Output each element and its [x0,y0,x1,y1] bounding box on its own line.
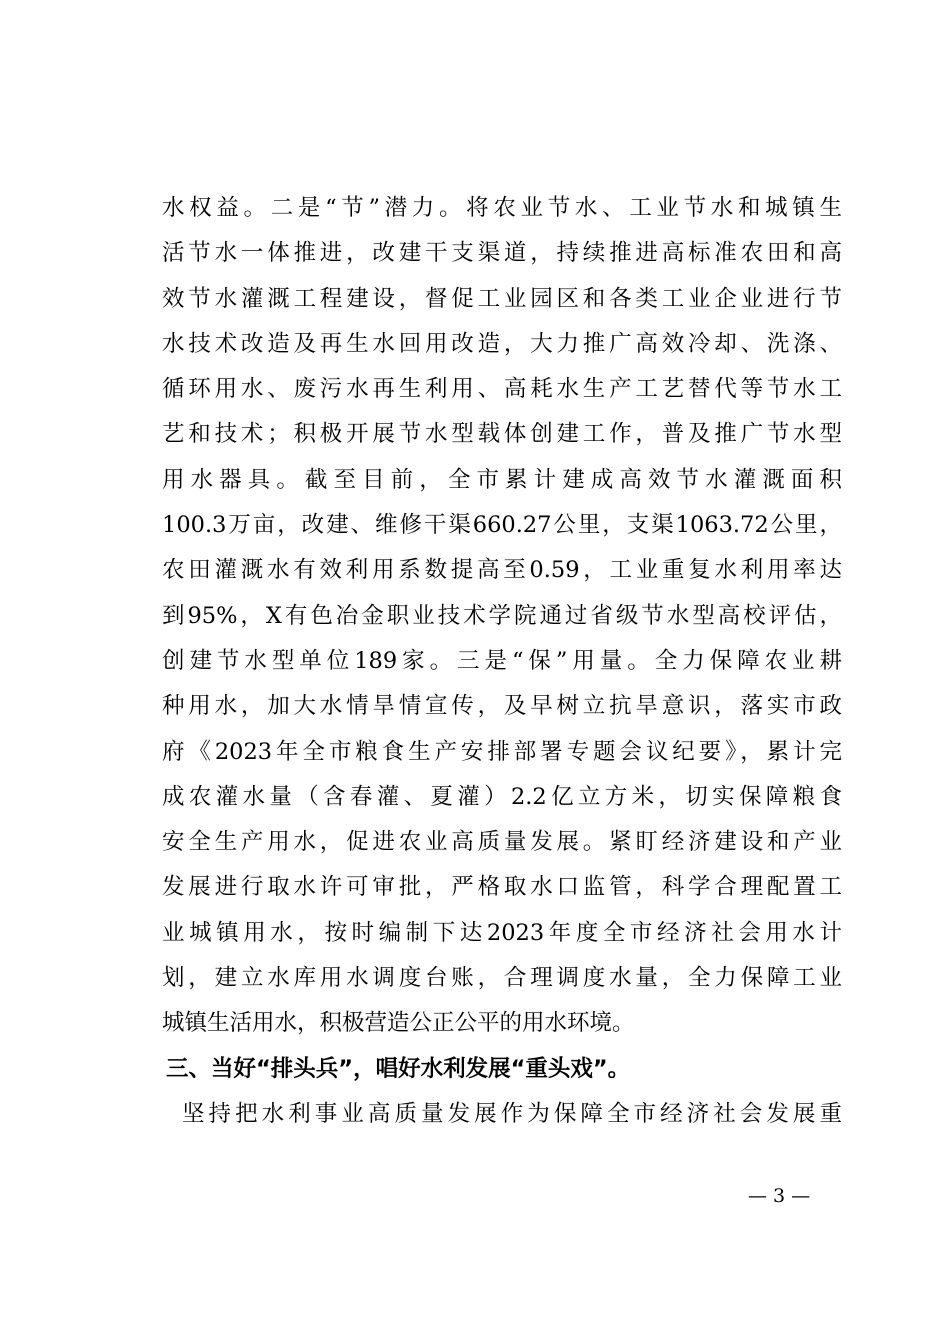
paragraph-line: 府《2023年全市粮食生产安排部署专题会议纪要》，累计完 [162,738,842,765]
paragraph-line: 城镇生活用水，积极营造公正公平的用水环境。 [162,1010,635,1037]
page-number: — 3 — [748,1185,811,1207]
document-body [162,186,842,1137]
paragraph-line: 循环用水、废污水再生利用、高耗水生产工艺替代等节水工 [162,376,842,403]
paragraph-line: 水权益。二是“节”潜力。将农业节水、工业节水和城镇生 [162,195,842,221]
paragraph-line: 水技术改造及再生水回用改造，大力推广高效冷却、洗涤、 [162,330,842,357]
paragraph-line: 划，建立水库用水调度台账，合理调度水量，全力保障工业 [162,965,842,992]
section-heading: 三、当好“排头兵”，唱好水利发展“重头戏”。 [166,1055,631,1082]
paragraph-line: 种用水，加大水情旱情宣传，及早树立抗旱意识，落实市政 [162,693,842,720]
paragraph-line: 艺和技术；积极开展节水型载体创建工作，普及推广节水型 [162,421,842,448]
paragraph-line: 100.3万亩，改建、维修干渠660.27公里，支渠1063.72公里， [162,512,842,539]
paragraph-line: 发展进行取水许可审批，严格取水口监管，科学合理配置工 [162,874,842,901]
paragraph-line: 效节水灌溉工程建设，督促工业园区和各类工业企业进行节 [162,285,842,312]
paragraph-line: 用水器具。截至目前，全市累计建成高效节水灌溉面积 [162,466,842,493]
paragraph-line: 活节水一体推进，改建干支渠道，持续推进高标准农田和高 [162,240,842,267]
paragraph-line: 创建节水型单位189家。三是“保”用量。全力保障农业耕 [162,647,842,674]
paragraph-line: 业城镇用水，按时编制下达2023年度全市经济社会用水计 [162,919,842,946]
paragraph-line: 农田灌溉水有效利用系数提高至0.59，工业重复水利用率达 [162,557,842,584]
paragraph-line: 坚持把水利事业高质量发展作为保障全市经济社会发展重 [182,1100,842,1127]
paragraph-line: 安全生产用水，促进农业高质量发展。紧盯经济建设和产业 [162,829,842,856]
paragraph-line: 成农灌水量（含春灌、夏灌）2.2亿立方米，切实保障粮食 [162,783,842,810]
paragraph-line: 到95%，X有色冶金职业技术学院通过省级节水型高校评估， [162,602,842,629]
